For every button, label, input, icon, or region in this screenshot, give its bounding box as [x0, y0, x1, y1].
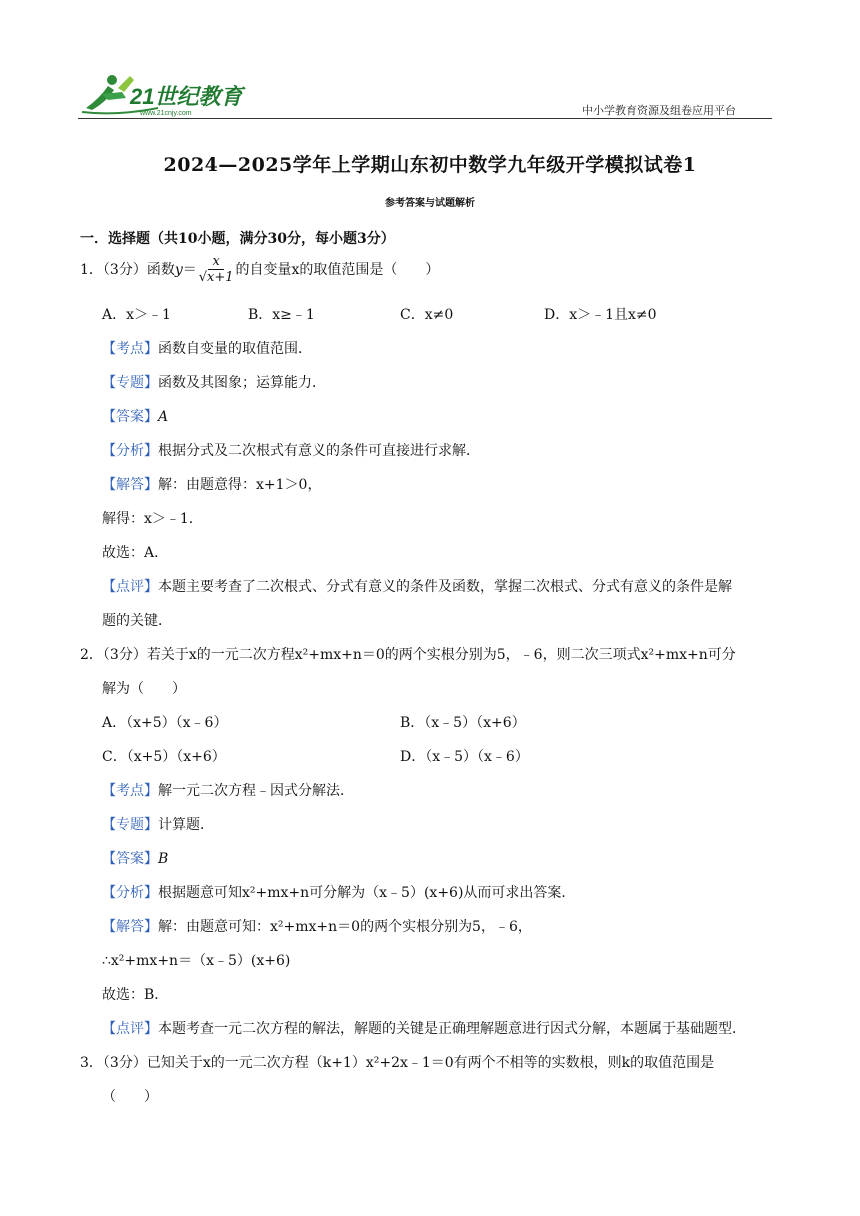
q2-dianping: 【点评】本题考查一元二次方程的解法，解题的关键是正确理解题意进行因式分解，本题属于基础题型． — [102, 1021, 746, 1037]
q2-option-c: C．（x+5）（x+6） — [102, 749, 226, 765]
header-rule — [78, 118, 772, 119]
q1-dianping-2: 题的关键． — [102, 613, 172, 629]
q1-option-a: A．x＞﹣1 — [102, 307, 171, 323]
q1-jieda-2: 解得：x＞﹣1． — [102, 511, 203, 527]
q2-kaodian: 【考点】解一元二次方程﹣因式分解法． — [102, 783, 354, 799]
q1-stem: 1．（3分）函数y＝ $\frac{x}{√x+1}$ 的自变量x的取值范围是（ ） — [80, 254, 440, 285]
svg-text:www.21cnjy.com: www.21cnjy.com — [140, 110, 192, 117]
page-header — [78, 68, 772, 120]
q2-jieda-2: ∴x²+mx+n＝（x﹣5）(x+6) — [102, 953, 291, 969]
q1-option-d: D．x＞﹣1且x≠0 — [544, 307, 657, 323]
q1-option-c: C．x≠0 — [400, 307, 454, 323]
page-subtitle: 参考答案与试题解析 — [385, 198, 475, 209]
q3-stem-2: （ ） — [102, 1089, 158, 1105]
q1-daan: 【答案】A — [102, 409, 169, 425]
q2-stem-2: 解为（ ） — [102, 681, 186, 697]
q1-fenxi: 【分析】根据分式及二次根式有意义的条件可直接进行求解． — [102, 443, 480, 459]
q1-fraction: $\frac{x}{√x+1}$ — [198, 254, 234, 285]
q2-guxuan: 故选：B． — [102, 987, 169, 1003]
q2-daan: 【答案】B — [102, 851, 169, 867]
platform-name: 中小学教育资源及组卷应用平台 — [582, 104, 736, 117]
q2-stem: 2．（3分）若关于x的一元二次方程x²+mx+n＝0的两个实根分别为5，﹣6，则二次三项式x²+mx+n可分 — [80, 647, 736, 663]
q1-jieda: 【解答】解：由题意得：x+1＞0， — [102, 477, 322, 493]
q2-fenxi: 【分析】根据题意可知x²+mx+n可分解为（x﹣5）(x+6)从而可求出答案． — [102, 885, 576, 901]
q1-option-b: B．x≥﹣1 — [248, 307, 315, 323]
q2-jieda: 【解答】解：由题意可知：x²+mx+n＝0的两个实根分别为5，﹣6， — [102, 919, 532, 935]
q1-guxuan: 故选：A． — [102, 545, 169, 561]
svg-text:21世纪教育: 21世纪教育 — [130, 84, 243, 109]
q2-option-a: A．（x+5）（x﹣6） — [102, 715, 228, 731]
runner-logo-icon — [78, 68, 268, 118]
q1-dianping: 【点评】本题主要考查了二次根式、分式有意义的条件及函数，掌握二次根式、分式有意义的条件是解 — [102, 579, 732, 595]
logo — [78, 68, 268, 118]
page-title: 2024—2025学年上学期山东初中数学九年级开学模拟试卷1 — [163, 154, 697, 176]
q2-option-d: D．（x﹣5）（x﹣6） — [400, 749, 529, 765]
q1-kaodian: 【考点】函数自变量的取值范围． — [102, 341, 312, 357]
q1-zhuanti: 【专题】函数及其图象；运算能力． — [102, 375, 326, 391]
section-heading: 一．选择题（共10小题，满分30分，每小题3分） — [80, 231, 395, 247]
q2-option-b: B．（x﹣5）（x+6） — [400, 715, 526, 731]
q2-zhuanti: 【专题】计算题． — [102, 817, 214, 833]
q3-stem: 3．（3分）已知关于x的一元二次方程（k+1）x²+2x﹣1＝0有两个不相等的实数根，则k的取值范围是 — [80, 1055, 715, 1071]
